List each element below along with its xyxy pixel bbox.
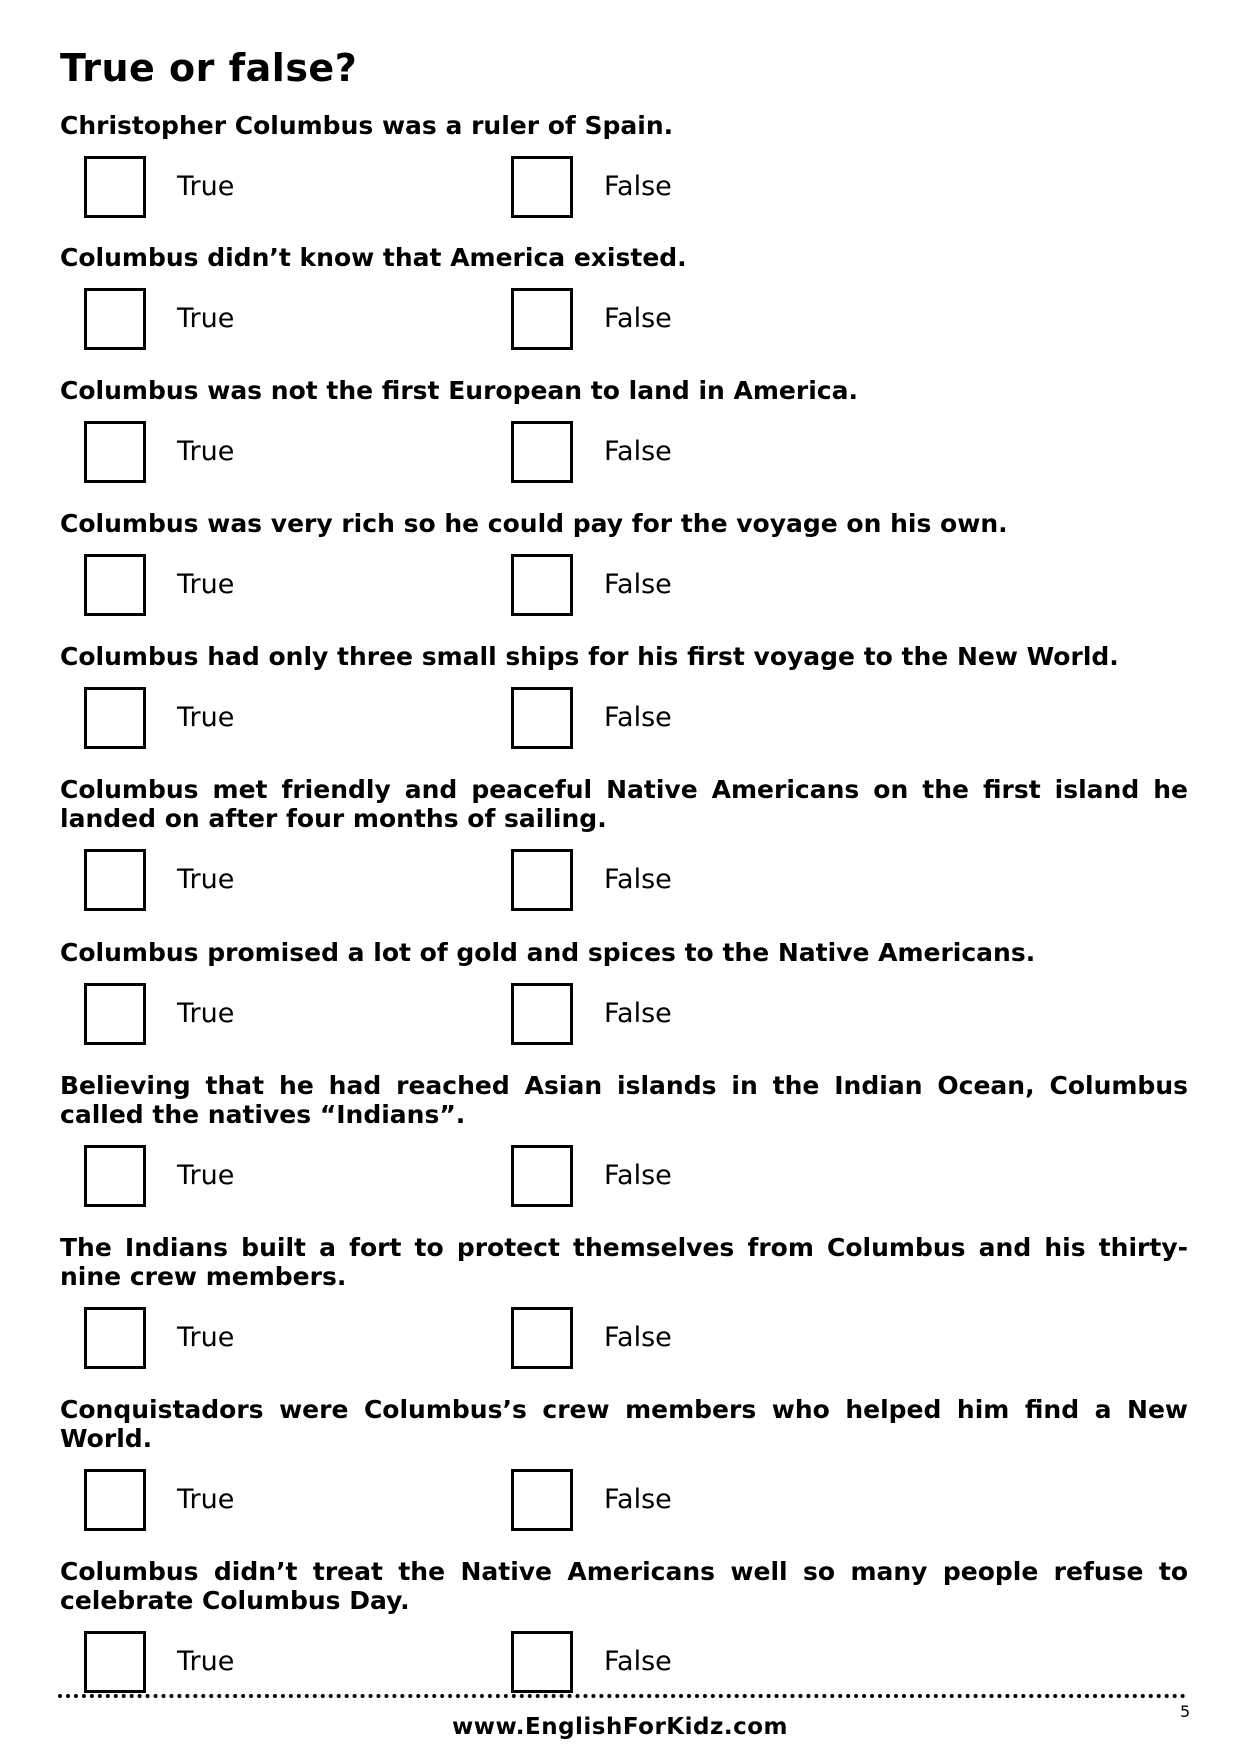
true-option[interactable]: [84, 983, 234, 1045]
false-label: False: [604, 1646, 672, 1677]
false-label: False: [604, 864, 672, 895]
question-text: Conquistadors were Columbus’s crew members who helped him find a New World.: [60, 1395, 1188, 1453]
false-label: False: [604, 436, 672, 467]
false-option[interactable]: [511, 288, 672, 350]
false-option[interactable]: [511, 156, 672, 218]
false-label: False: [604, 998, 672, 1029]
false-label: False: [604, 303, 672, 334]
false-checkbox[interactable]: [511, 849, 573, 911]
question-6: [60, 775, 1188, 911]
answer-options: [60, 1631, 1188, 1693]
true-label: True: [177, 702, 235, 733]
question-text: Columbus didn’t know that America existed.: [60, 243, 687, 272]
false-option[interactable]: [511, 983, 672, 1045]
true-checkbox[interactable]: [84, 849, 146, 911]
false-option[interactable]: [511, 1307, 672, 1369]
question-9: [60, 1233, 1188, 1369]
answer-options: [60, 849, 1188, 911]
false-option[interactable]: [511, 1631, 672, 1693]
false-checkbox[interactable]: [511, 1307, 573, 1369]
false-checkbox[interactable]: [511, 1631, 573, 1693]
question-1: [60, 111, 1188, 218]
question-text: Believing that he had reached Asian islands in the Indian Ocean, Columbus called the natives “Indians”.: [60, 1071, 1188, 1129]
answer-options: [60, 421, 1188, 483]
answer-options: [60, 1469, 1188, 1531]
true-label: True: [177, 436, 235, 467]
true-checkbox[interactable]: [84, 1307, 146, 1369]
question-4: [60, 509, 1188, 616]
true-option[interactable]: [84, 421, 234, 483]
false-checkbox[interactable]: [511, 421, 573, 483]
false-checkbox[interactable]: [511, 554, 573, 616]
false-checkbox[interactable]: [511, 983, 573, 1045]
question-text: The Indians built a fort to protect themselves from Columbus and his thirty-nine crew members.: [60, 1233, 1188, 1291]
page-title: True or false?: [60, 46, 358, 90]
answer-options: [60, 687, 1188, 749]
false-option[interactable]: [511, 849, 672, 911]
true-option[interactable]: [84, 288, 234, 350]
answer-options: [60, 156, 1188, 218]
false-label: False: [604, 1322, 672, 1353]
true-checkbox[interactable]: [84, 687, 146, 749]
question-2: [60, 243, 1188, 350]
true-label: True: [177, 1484, 235, 1515]
true-checkbox[interactable]: [84, 1145, 146, 1207]
footer-url: www.EnglishForKidz.com: [451, 1714, 788, 1740]
question-3: [60, 376, 1188, 483]
false-checkbox[interactable]: [511, 288, 573, 350]
question-10: [60, 1395, 1188, 1531]
false-option[interactable]: [511, 1145, 672, 1207]
question-text: Columbus met friendly and peaceful Native Americans on the first island he landed on after four months of sailing.: [60, 775, 1188, 833]
false-checkbox[interactable]: [511, 687, 573, 749]
true-option[interactable]: [84, 156, 234, 218]
question-text: Columbus didn’t treat the Native Americans well so many people refuse to celebrate Columbus Day.: [60, 1557, 1188, 1615]
false-label: False: [604, 1484, 672, 1515]
question-text: Columbus was very rich so he could pay for the voyage on his own.: [60, 509, 1008, 538]
answer-options: [60, 288, 1188, 350]
question-text: Columbus had only three small ships for his first voyage to the New World.: [60, 642, 1119, 671]
false-option[interactable]: [511, 1469, 672, 1531]
false-option[interactable]: [511, 421, 672, 483]
true-checkbox[interactable]: [84, 1631, 146, 1693]
false-option[interactable]: [511, 687, 672, 749]
true-option[interactable]: [84, 849, 234, 911]
false-label: False: [604, 702, 672, 733]
false-option[interactable]: [511, 554, 672, 616]
true-label: True: [177, 303, 235, 334]
true-checkbox[interactable]: [84, 1469, 146, 1531]
true-label: True: [177, 1160, 235, 1191]
true-label: True: [177, 569, 235, 600]
question-8: [60, 1071, 1188, 1207]
answer-options: [60, 554, 1188, 616]
true-checkbox[interactable]: [84, 156, 146, 218]
dotted-divider: [58, 1694, 1186, 1698]
true-option[interactable]: [84, 1469, 234, 1531]
true-label: True: [177, 998, 235, 1029]
question-text: Columbus promised a lot of gold and spices to the Native Americans.: [60, 938, 1036, 967]
true-option[interactable]: [84, 687, 234, 749]
question-text: Christopher Columbus was a ruler of Spain.: [60, 111, 674, 140]
false-label: False: [604, 569, 672, 600]
answer-options: [60, 1145, 1188, 1207]
false-label: False: [604, 171, 672, 202]
false-checkbox[interactable]: [511, 1145, 573, 1207]
true-checkbox[interactable]: [84, 288, 146, 350]
true-label: True: [177, 1646, 235, 1677]
page-number: 5: [1180, 1702, 1191, 1721]
answer-options: [60, 1307, 1188, 1369]
question-text: Columbus was not the first European to land in America.: [60, 376, 858, 405]
true-option[interactable]: [84, 1307, 234, 1369]
question-7: [60, 938, 1188, 1045]
true-label: True: [177, 864, 235, 895]
false-checkbox[interactable]: [511, 156, 573, 218]
true-option[interactable]: [84, 1631, 234, 1693]
true-checkbox[interactable]: [84, 983, 146, 1045]
false-checkbox[interactable]: [511, 1469, 573, 1531]
false-label: False: [604, 1160, 672, 1191]
true-checkbox[interactable]: [84, 554, 146, 616]
answer-options: [60, 983, 1188, 1045]
true-label: True: [177, 1322, 235, 1353]
true-checkbox[interactable]: [84, 421, 146, 483]
true-option[interactable]: [84, 554, 234, 616]
question-5: [60, 642, 1188, 749]
true-option[interactable]: [84, 1145, 234, 1207]
true-label: True: [177, 171, 235, 202]
question-11: [60, 1557, 1188, 1693]
